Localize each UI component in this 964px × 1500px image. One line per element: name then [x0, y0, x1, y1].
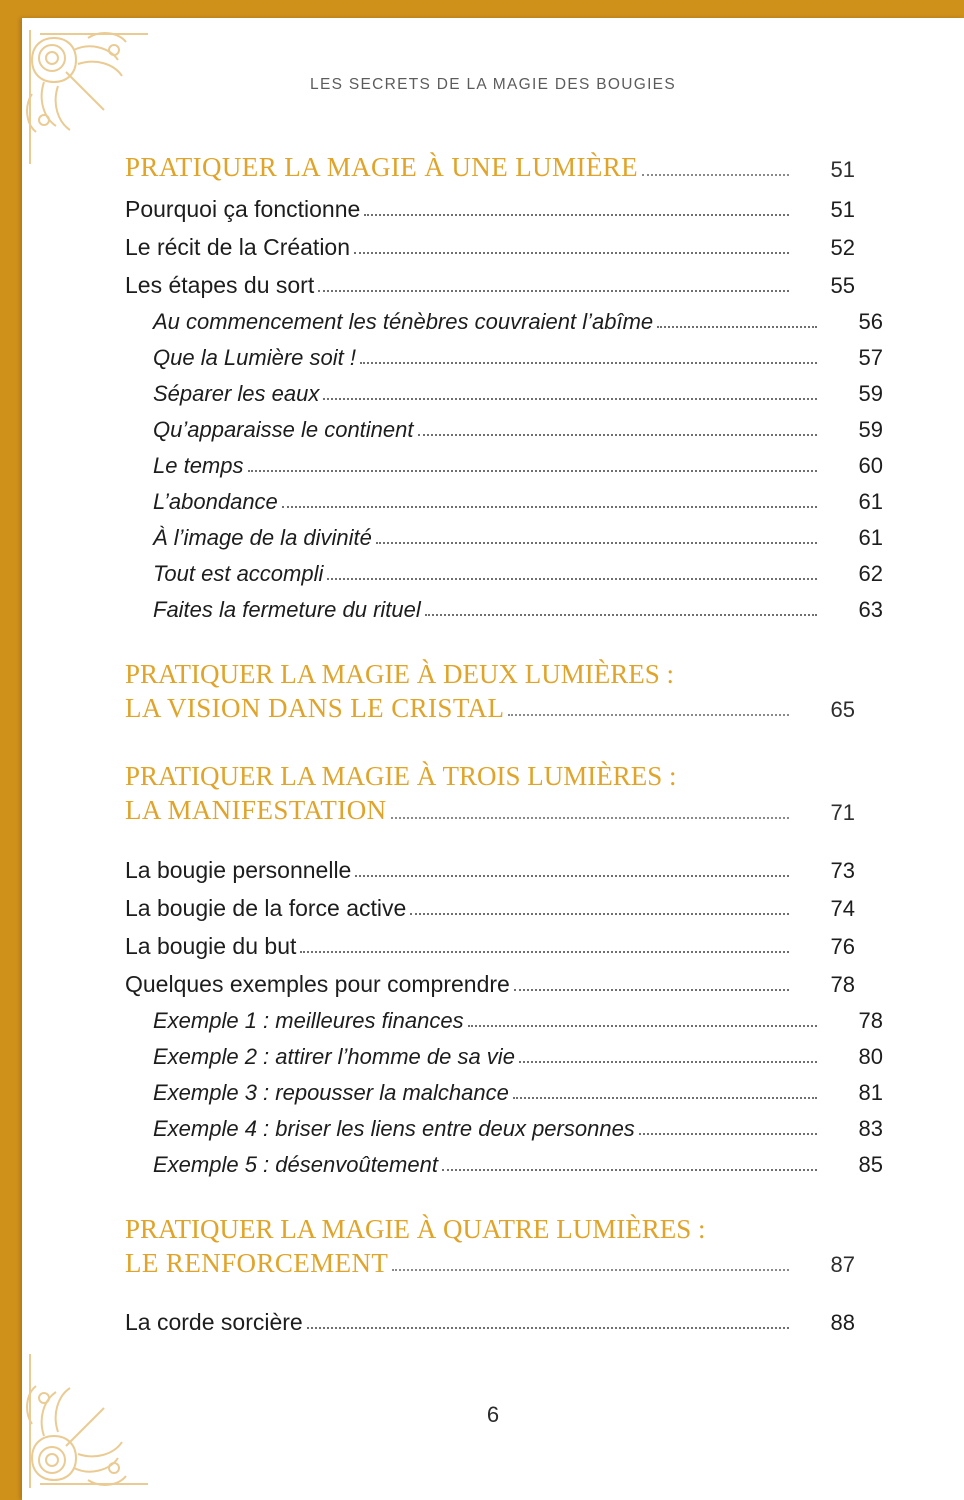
leader-dots	[307, 1326, 789, 1329]
toc-entry-label: Qu’apparaisse le continent	[153, 416, 414, 442]
toc-entry-label-line2: LA MANIFESTATION	[125, 795, 387, 826]
leader-dots	[513, 1096, 817, 1099]
toc-entry[interactable]	[125, 272, 855, 299]
toc-entry-label: La bougie du but	[125, 932, 297, 959]
toc-part-heading[interactable]	[125, 1212, 855, 1281]
toc-entry-label-line1: PRATIQUER LA MAGIE À TROIS LUMIÈRES :	[125, 761, 677, 792]
toc-entry[interactable]	[125, 525, 883, 551]
toc-entry-label: Exemple 2 : attirer l’homme de sa vie	[153, 1043, 515, 1069]
toc-page-number: 85	[858, 1151, 883, 1177]
toc-entry[interactable]	[125, 1309, 855, 1336]
toc-entry-label-line1: PRATIQUER LA MAGIE À QUATRE LUMIÈRES :	[125, 1213, 706, 1244]
toc-entry-label: Au commencement les ténèbres couvraient l’abîme	[153, 308, 654, 334]
toc-entry-label: La corde sorcière	[125, 1309, 303, 1336]
toc-page-number: 63	[858, 596, 883, 622]
leader-dots	[364, 213, 789, 216]
toc-entry[interactable]	[125, 196, 855, 223]
leader-dots	[442, 1168, 817, 1171]
toc-entry[interactable]	[125, 381, 883, 407]
leader-dots	[327, 577, 817, 580]
toc-page-number: 59	[858, 380, 883, 406]
toc-page-number: 78	[858, 1007, 883, 1033]
toc-entry[interactable]	[125, 234, 855, 261]
toc-entry[interactable]	[125, 971, 855, 998]
toc-page-number: 61	[858, 524, 883, 550]
leader-dots	[376, 541, 817, 544]
toc-page-number: 87	[830, 1252, 855, 1278]
toc-entry-label: Quelques exemples pour comprendre	[125, 970, 510, 997]
leader-dots	[418, 433, 818, 436]
toc-entry-label: La bougie personnelle	[125, 856, 352, 883]
leader-dots	[642, 173, 789, 176]
toc-entry-label: PRATIQUER LA MAGIE À UNE LUMIÈRE	[125, 152, 639, 182]
toc-entry-label-line1: PRATIQUER LA MAGIE À DEUX LUMIÈRES :	[125, 658, 674, 689]
toc-entry[interactable]	[125, 597, 883, 623]
toc-entry-label: Exemple 3 : repousser la malchance	[153, 1079, 509, 1105]
toc-page-number: 56	[858, 308, 883, 334]
leader-dots	[657, 325, 817, 328]
toc-page-number: 71	[830, 799, 855, 825]
leader-dots	[391, 816, 790, 819]
toc-entry-label: Exemple 1 : meilleures finances	[153, 1007, 464, 1033]
toc-entry[interactable]	[125, 857, 855, 884]
book-page	[22, 18, 964, 1500]
toc-entry[interactable]	[125, 417, 883, 443]
toc-part-heading[interactable]	[125, 150, 855, 185]
toc-entry[interactable]	[125, 895, 855, 922]
toc-entry-label: À l’image de la divinité	[153, 524, 372, 550]
toc-page-number: 61	[858, 488, 883, 514]
toc-entry[interactable]	[125, 1080, 883, 1106]
toc-page-number: 57	[858, 344, 883, 370]
toc-page-number: 55	[830, 272, 855, 298]
toc-entry[interactable]	[125, 933, 855, 960]
toc-page-number: 59	[858, 416, 883, 442]
leader-dots	[514, 988, 789, 991]
toc-page-number: 81	[858, 1079, 883, 1105]
toc-entry-label: Exemple 5 : désenvoûtement	[153, 1151, 438, 1177]
toc-entry-label: Séparer les eaux	[153, 380, 320, 406]
toc-entry[interactable]	[125, 1116, 883, 1142]
toc-entry-label: Faites la fermeture du rituel	[153, 596, 421, 622]
toc-page-number: 73	[830, 857, 855, 883]
leader-dots	[318, 289, 789, 292]
toc-part-heading[interactable]	[125, 657, 855, 726]
leader-dots	[360, 361, 817, 364]
leader-dots	[410, 912, 789, 915]
leader-dots	[639, 1132, 817, 1135]
toc-page-number: 65	[830, 697, 855, 723]
page-folio: 6	[486, 1402, 500, 1427]
toc-entry[interactable]	[125, 1044, 883, 1070]
toc-entry[interactable]	[125, 453, 883, 479]
toc-entry-label: Les étapes du sort	[125, 271, 315, 298]
toc-entry[interactable]	[125, 1008, 883, 1034]
leader-dots	[282, 505, 817, 508]
toc-page-number: 83	[858, 1115, 883, 1141]
toc-entry-label: Que la Lumière soit !	[153, 344, 356, 370]
toc-entry[interactable]	[125, 561, 883, 587]
toc-page-number: 74	[830, 895, 855, 921]
toc-entry-label: L’abondance	[153, 488, 278, 514]
leader-dots	[508, 713, 789, 716]
toc-page-number: 52	[830, 234, 855, 260]
leader-dots	[355, 874, 789, 877]
toc-page-number: 60	[858, 452, 883, 478]
toc-page-number: 51	[830, 156, 855, 182]
toc-entry[interactable]	[125, 345, 883, 371]
leader-dots	[519, 1060, 817, 1063]
toc-entry-label: Pourquoi ça fonctionne	[125, 195, 361, 222]
toc-page-number: 88	[830, 1310, 855, 1336]
leader-dots	[354, 251, 789, 254]
toc-entry-label-line2: LA VISION DANS LE CRISTAL	[125, 692, 505, 723]
toc-page-number: 51	[830, 196, 855, 222]
toc-entry-label: Le récit de la Création	[125, 233, 351, 260]
table-of-contents	[125, 150, 883, 1336]
leader-dots	[392, 1268, 789, 1271]
leader-dots	[300, 950, 789, 953]
toc-entry-label: La bougie de la force active	[125, 894, 407, 921]
toc-entry[interactable]	[125, 489, 883, 515]
toc-page-number: 76	[830, 933, 855, 959]
toc-part-heading[interactable]	[125, 759, 855, 828]
toc-page-number: 78	[830, 971, 855, 997]
leader-dots	[468, 1024, 817, 1027]
toc-entry-label: Exemple 4 : briser les liens entre deux personnes	[153, 1115, 635, 1141]
toc-page-number: 62	[858, 560, 883, 586]
toc-entry-label-line2: LE RENFORCEMENT	[125, 1247, 389, 1278]
toc-entry-label: Tout est accompli	[153, 560, 324, 586]
toc-page-number: 80	[858, 1043, 883, 1069]
leader-dots	[323, 397, 817, 400]
toc-entry-label: Le temps	[153, 452, 244, 478]
running-head: LES SECRETS DE LA MAGIE DES BOUGIES	[310, 76, 676, 93]
leader-dots	[425, 613, 817, 616]
leader-dots	[248, 469, 818, 472]
toc-entry[interactable]	[125, 309, 883, 335]
toc-entry[interactable]	[125, 1152, 883, 1178]
